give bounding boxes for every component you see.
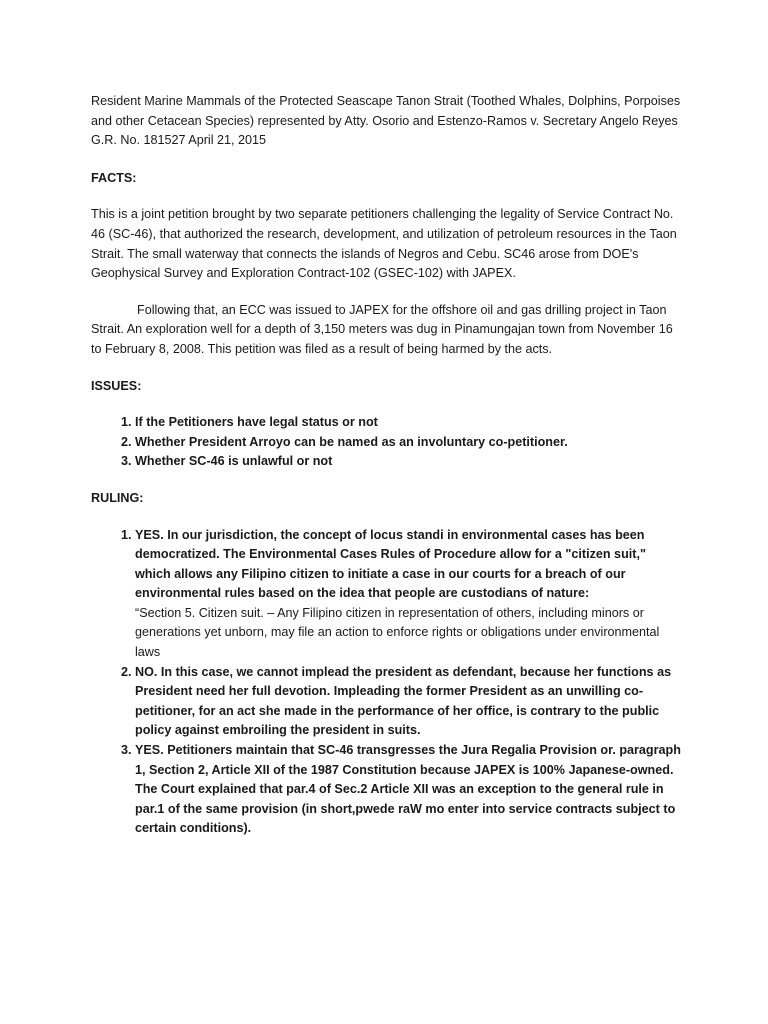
issues-list [91,413,681,472]
issue-item: 3. Whether SC-46 is unlawful or not [135,452,681,472]
case-title: Resident Marine Mammals of the Protected Seascape Tanon Strait (Toothed Whales, Dolphins, Porpoises and other Cetacean Species) represented by Atty. Osorio and Estenzo-Ramos v. Secretary Angelo Reyes G.R. No. 181527 April 21, 2015 [91,94,681,148]
ruling-text: YES. Petitioners maintain that SC-46 transgresses the Jura Regalia Provision or. paragraph 1, Section 2, Article XII of the 1987 Constitution because JAPEX is 100% Japanese-owned. The Court explained that par.4 of Sec.2 Article XII was an exception to the general rule in par.1 of the same provision (in short,pwede raW mo enter into service contracts subject to certain conditions). [135,743,681,836]
issues-heading: ISSUES: [91,378,142,393]
ruling-heading: RULING: [91,490,144,505]
ruling-item [135,663,681,741]
facts-paragraph-1: This is a joint petition brought by two separate petitioners challenging the legality of Service Contract No. 46 (SC-46), that authorized the research, development, and utilization of petroleum resources in the Taon Strait. The small waterway that connects the islands of Negros and Cebu. SC46 arose from DOE's Geophysical Survey and Exploration Contract-102 (GSEC-102) with JAPEX. [91,207,677,281]
ruling-quote: “Section 5. Citizen suit. – Any Filipino citizen in representation of others, including minors or generations yet unborn, may file an action to enforce rights or obligations under environmental laws [135,605,660,660]
ruling-item [135,741,681,839]
facts-heading: FACTS: [91,170,137,185]
issue-item: 1. If the Petitioners have legal status or not [135,413,681,433]
document-page [91,92,681,856]
issue-item: 2. Whether President Arroyo can be named as an involuntary co-petitioner. [135,433,681,453]
rulings-list [91,526,681,840]
ruling-item [135,526,681,663]
facts-paragraph-2: Following that, an ECC was issued to JAPEX for the offshore oil and gas drilling project in Taon Strait. An exploration well for a depth of 3,150 meters was dug in Pinamungajan town from November 16 to February 8, 2008. This petition was filed as a result of being harmed by the acts. [91,302,673,356]
ruling-text: YES. In our jurisdiction, the concept of locus standi in environmental cases has been democratized. The Environmental Cases Rules of Procedure allow for a "citizen suit," which allows any Filipino citizen to initiate a case in our courts for a breach of our environmental rules based on the idea that people are custodians of nature: [135,527,646,601]
ruling-text: NO. In this case, we cannot implead the president as defendant, because her functions as President need her full devotion. Impleading the former President as an unwilling co-petitioner, for an act she made in the performance of her office, is contrary to the public policy against embroiling the president in suits. [135,664,672,738]
